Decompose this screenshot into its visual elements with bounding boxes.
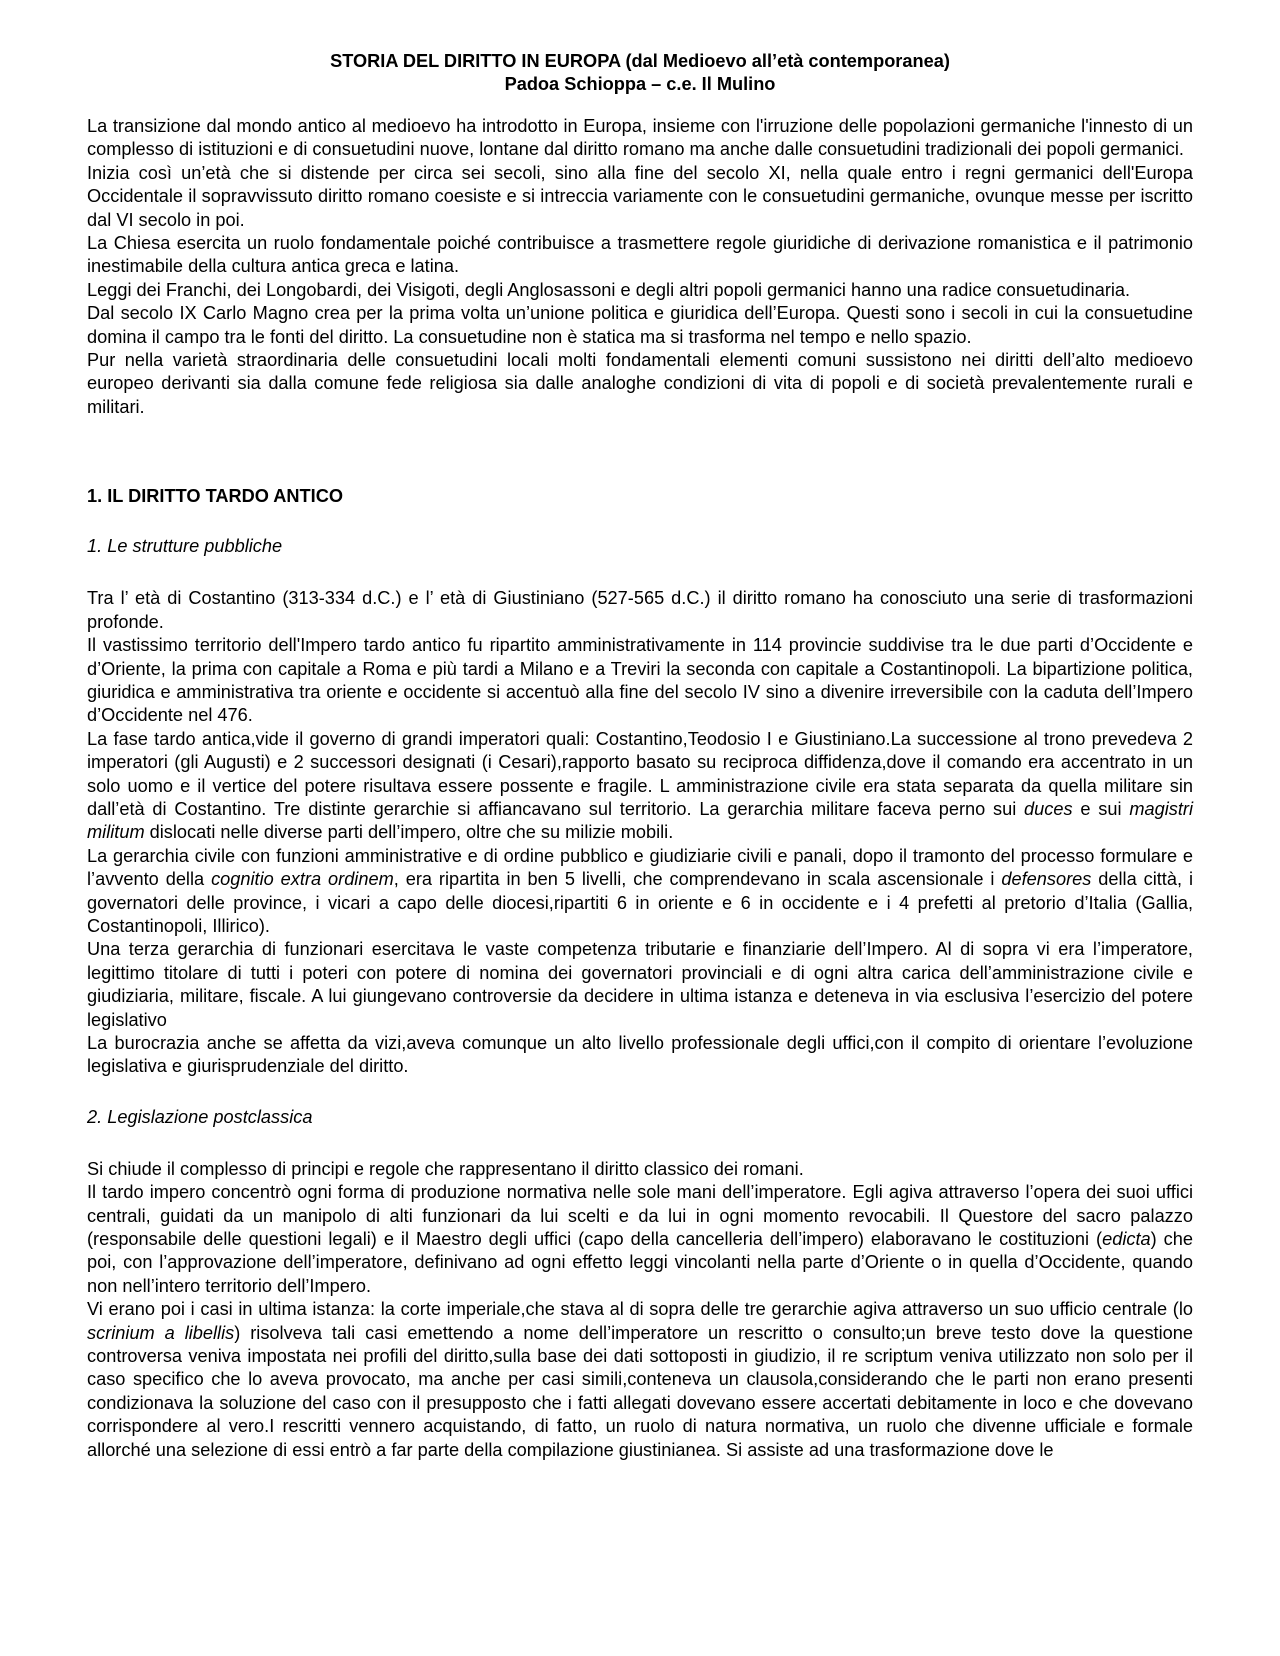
italic-term: magistri militum bbox=[87, 798, 1193, 843]
intro-paragraph: La Chiesa esercita un ruolo fondamentale poiché contribuisce a trasmettere regole giuridiche di derivazione romanistica e il patrimonio inestimabile della cultura antica greca e latina. bbox=[87, 233, 1193, 277]
title-line-2: Padoa Schioppa – c.e. Il Mulino bbox=[504, 74, 776, 94]
body-paragraph: La burocrazia anche se affetta da vizi,aveva comunque un alto livello professionale degli uffici,con il compito di orientare l’evoluzione legislativa e giurisprudenziale del diritto. bbox=[87, 1033, 1193, 1077]
text-span: , era ripartita in ben 5 livelli, che comprendevano in scala ascensionale i bbox=[393, 869, 1002, 890]
body-paragraph bbox=[87, 845, 1193, 939]
italic-term: scrinium a libellis bbox=[87, 1322, 235, 1343]
section-body bbox=[87, 587, 1193, 1079]
title-line-1: STORIA DEL DIRITTO IN EUROPA (dal Medioevo all’età contemporanea) bbox=[330, 51, 950, 71]
body-paragraph bbox=[87, 1298, 1193, 1462]
section-heading: 2. Legislazione postclassica bbox=[87, 1106, 313, 1127]
document-title bbox=[87, 50, 1193, 96]
text-span: della città, i governatori delle province, i vicari a capo delle diocesi,ripartiti 6 in oriente e 6 in occidente e i 4 prefetti al pretorio d’Italia (Gallia, Costantinopoli, Illirico). bbox=[87, 869, 1193, 936]
body-paragraph: Tra l’ età di Costantino (313-334 d.C.) e l’ età di Giustiniano (527-565 d.C.) il diritto romano ha conosciuto una serie di trasformazioni profonde. bbox=[87, 588, 1193, 632]
italic-term: cognitio extra ordinem bbox=[211, 869, 394, 890]
body-paragraph bbox=[87, 1181, 1193, 1298]
body-paragraph bbox=[87, 728, 1193, 845]
text-span: La fase tardo antica,vide il governo di grandi imperatori quali: Costantino,Teodosio I e Giustiniano.La successione al trono prevedeva 2 imperatori (gli Augusti) e 2 successori designati (i Cesari),rapporto basato su reciproca diffidenza,dove il comando era accentrato in un solo uomo e il vertice del potere risultava essere possente e fragile. L amministrazione civile era stata separata da quella militare sin dall’età di Costantino. Tre distinte gerarchie si affiancavano sul territorio. La gerarchia militare faceva perno sui bbox=[87, 728, 1193, 819]
intro-paragraph: Leggi dei Franchi, dei Longobardi, dei Visigoti, degli Anglosassoni e degli altri popoli germanici hanno una radice consuetudinaria. bbox=[87, 279, 1131, 300]
italic-term: duces bbox=[1024, 798, 1073, 819]
document-page bbox=[87, 50, 1193, 1462]
intro-paragraph: Pur nella varietà straordinaria delle consuetudini locali molti fondamentali elementi comuni sussistono nei diritti dell’alto medioevo europeo derivanti sia dalla comune fede religiosa sia dalle analoghe condizioni di vita di popoli e di società prevalentemente rurali e militari. bbox=[87, 350, 1193, 417]
text-span: Il tardo impero concentrò ogni forma di produzione normativa nelle sole mani dell’imperatore. Egli agiva attraverso l’opera dei suoi uffici centrali, guidati da un manipolo di alti funzionari da lui scelti e da lui in ogni momento revocabili. Il Questore del sacro palazzo (responsabile delle questioni legali) e il Maestro degli uffici (capo della cancelleria dell’impero) elaboravano le costituzioni ( bbox=[87, 1182, 1193, 1250]
body-paragraph: Si chiude il complesso di principi e regole che rappresentano il diritto classico dei romani. bbox=[87, 1158, 804, 1179]
intro-paragraph: La transizione dal mondo antico al medioevo ha introdotto in Europa, insieme con l'irruzione delle popolazioni germaniche l'innesto di un complesso di istituzioni e di consuetudini nuove, lontane dal diritto romano ma anche dalle consuetudini tradizionali dei popoli germanici. bbox=[87, 116, 1193, 160]
italic-term: edicta bbox=[1102, 1229, 1151, 1250]
text-span: e sui bbox=[1072, 798, 1130, 819]
intro-section bbox=[87, 115, 1193, 419]
italic-term: defensores bbox=[1001, 869, 1092, 890]
intro-paragraph: Inizia così un’età che si distende per circa sei secoli, sino alla fine del secolo XI, nella quale entro i regni germanici dell'Europa Occidentale il sopravvissuto diritto romano coesiste e si intreccia variamente con le consuetudini germaniche, ovunque messe per iscritto dal VI secolo in poi. bbox=[87, 162, 1193, 230]
section-body bbox=[87, 1158, 1193, 1462]
text-span: Vi erano poi i casi in ultima istanza: la corte imperiale,che stava al di sopra delle tre gerarchie agiva attraverso un suo ufficio centrale (lo bbox=[87, 1299, 1193, 1320]
intro-paragraph: Dal secolo IX Carlo Magno crea per la prima volta un’unione politica e giuridica dell’Europa. Questi sono i secoli in cui la consuetudine domina il campo tra le fonti del diritto. La consuetudine non è statica ma si trasforma nel tempo e nello spazio. bbox=[87, 303, 1193, 347]
text-span: ) risolveva tali casi emettendo a nome dell’imperatore un rescritto o consulto;un breve testo dove la questione controversa veniva impostata nei profili del diritto,sulla base dei dati sottoposti in giudizio, il re scriptum veniva utilizzato non solo per il caso specifico che lo aveva provocato, ma anche per casi simili,conteneva un clausola,considerando che le parti non erano presenti condizionava la soluzione del caso con il presupposto che i fatti allegati dovevano essere accertati debitamente in loco e che dovevano corrispondere al vero.I rescritti vennero acquistando, di fatto, un ruolo di natura normativa, un ruolo che divenne ufficiale e formale allorché una selezione di essi entrò a far parte della compilazione giustinianea. Si assiste ad una trasformazione dove le bbox=[87, 1322, 1193, 1460]
text-span: dislocati nelle diverse parti dell’impero, oltre che su milizie mobili. bbox=[144, 822, 674, 843]
body-paragraph: Il vastissimo territorio dell'Impero tardo antico fu ripartito amministrativamente in 114 provincie suddivise tra le due parti d’Occidente e d’Oriente, la prima con capitale a Roma e più tardi a Milano e a Treviri la seconda con capitale a Costantinopoli. La bipartizione politica, giuridica e amministrativa tra oriente e occidente si accentuò alla fine del secolo IV sino a divenire irreversibile con la caduta dell’Impero d’Occidente nel 476. bbox=[87, 635, 1193, 726]
text-span: La gerarchia civile con funzioni amministrative e di ordine pubblico e giudiziarie civili e panali, dopo il tramonto del processo formulare e l’avvento della bbox=[87, 845, 1193, 890]
section-heading: 1. Le strutture pubbliche bbox=[87, 536, 283, 557]
chapter-heading: 1. IL DIRITTO TARDO ANTICO bbox=[87, 486, 343, 507]
text-span: ) che poi, con l’approvazione dell’imperatore, definivano ad ogni effetto leggi vincolanti nella parte d’Oriente o in quella d’Occidente, quando non nell’intero territorio dell’Impero. bbox=[87, 1229, 1193, 1296]
body-paragraph: Una terza gerarchia di funzionari esercitava le vaste competenza tributarie e finanziarie dell’Impero. Al di sopra vi era l’imperatore, legittimo titolare di tutti i poteri con potere di nomina dei governatori provinciali e di ogni altra carica dell’amministrazione civile e giudiziaria, militare, fiscale. A lui giungevano controversie da decidere in ultima istanza e deteneva in via esclusiva l’esercizio del potere legislativo bbox=[87, 939, 1193, 1030]
